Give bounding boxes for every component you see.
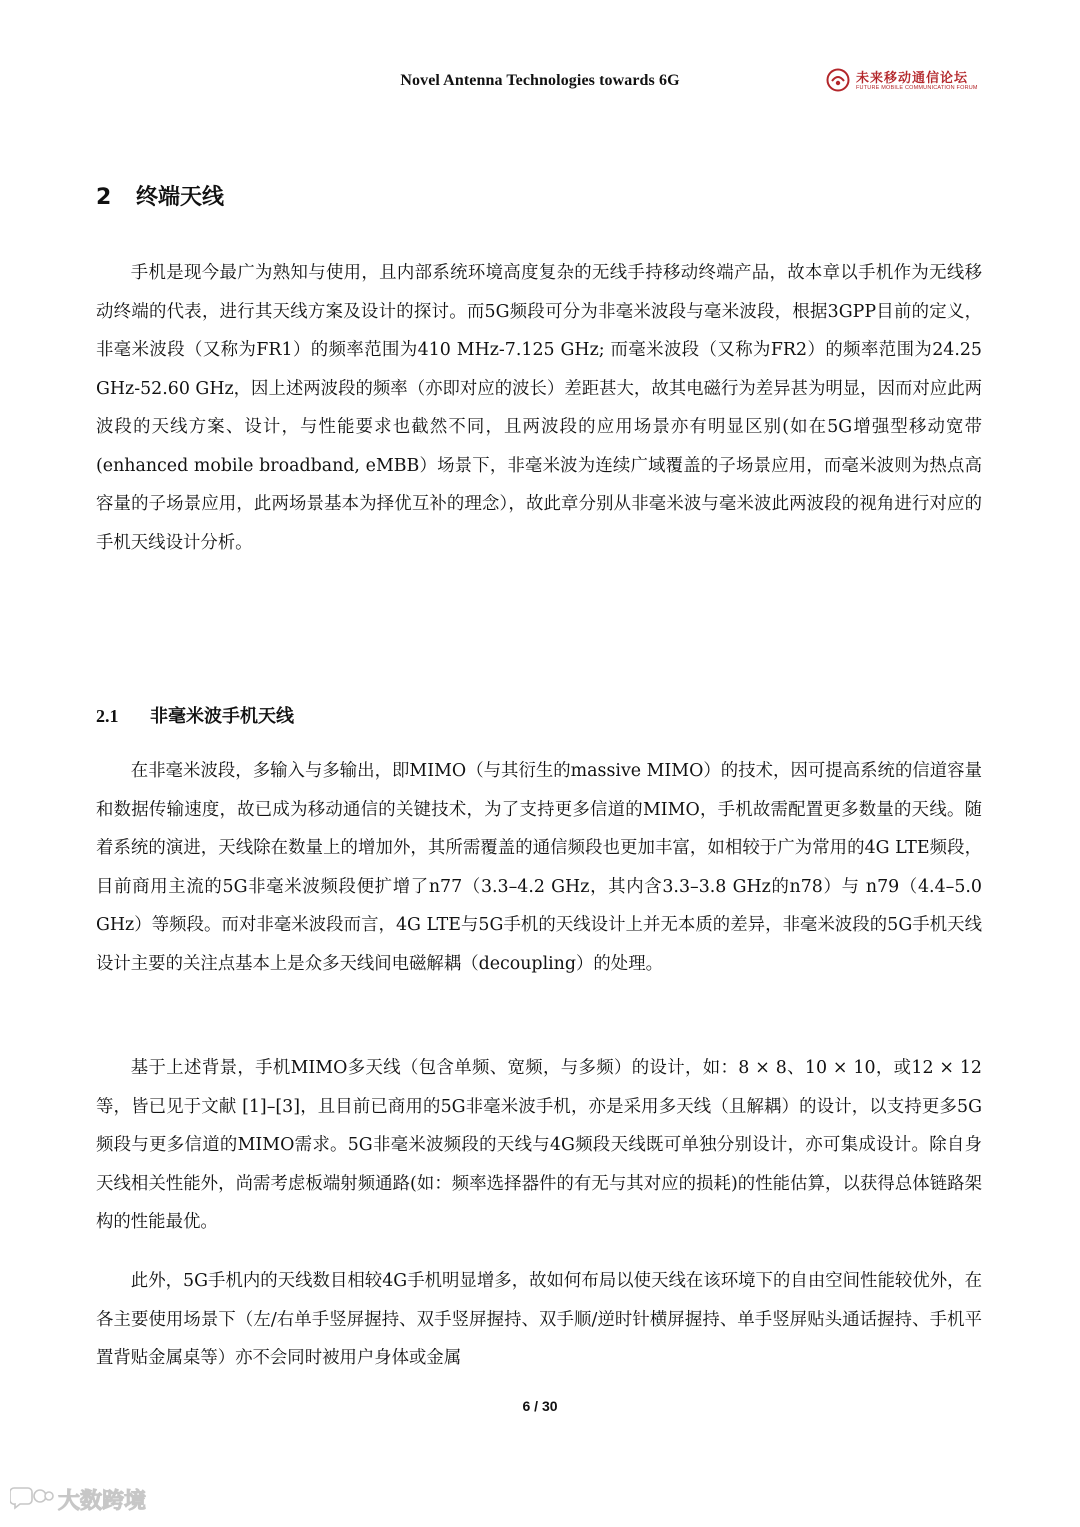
forum-logo-icon [826,68,850,92]
paragraph: 基于上述背景，手机MIMO多天线（包含单频、宽频，与多频）的设计，如：8 × 8、10 × 10，或12 × 12 等，皆已见于文献 [1]–[3]，且目前已商用的5G非毫米波手机，亦是采用多天线（且解耦）的设计，以支持更多5G频段与更多信道的MIMO需求。5G非毫米波频段的天线与4G频段天线既可单独分别设计，亦可集成设计。除自身天线相关性能外，尚需考虑板端射频通路(如：频率选择器件的有无与其对应的损耗)的性能估算，以获得总体链路架构的性能最优。 [96,1058,982,1232]
forum-logo [826,66,996,96]
speech-bubble-logo-icon [10,1484,54,1510]
section-number: 2 [96,185,112,210]
document-title: Novel Antenna Technologies towards 6G [400,72,680,89]
subsection-title: 非毫米波手机天线 [150,706,294,727]
paragraph: 此外，5G手机内的天线数目相较4G手机明显增多，故如何布局以使天线在该环境下的自由空间性能较优外，在各主要使用场景下（左/右单手竖屏握持、双手竖屏握持、双手顺/逆时针横屏握持、单手竖屏贴头通话握持、手机平置背贴金属桌等）亦不会同时被用户身体或金属 [96,1271,982,1368]
watermark [10,1478,160,1518]
watermark-text: 大数跨境 [58,1489,147,1514]
logo-text-cn: 未来移动通信论坛 [856,71,969,86]
page-header [0,66,1080,100]
page-number: 6 / 30 [522,1398,558,1414]
subsection-number: 2.1 [96,706,119,726]
paragraph: 在非毫米波段，多输入与多输出，即MIMO（与其衍生的massive MIMO）的技术，因可提高系统的信道容量和数据传输速度，故已成为移动通信的关键技术，为了支持更多信道的MIMO，手机故需配置更多数量的天线。随着系统的演进，天线除在数量上的增加外，其所需覆盖的通信频段也更加丰富，如相较于广为常用的4G LTE频段，目前商用主流的5G非毫米波频段便扩增了n77（3.3–4.2 GHz，其内含3.3–3.8 GHz的n78）与 n79（4.4–5.0 GHz）等频段。而对非毫米波段而言，4G LTE与5G手机的天线设计上并无本质的差异，非毫米波段的5G手机天线设计主要的关注点基本上是众多天线间电磁解耦（decoupling）的处理。 [96,761,982,974]
logo-text-en: FUTURE MOBILE COMMUNICATION FORUM [856,85,978,91]
paragraph: 手机是现今最广为熟知与使用，且内部系统环境高度复杂的无线手持移动终端产品，故本章以手机作为无线移动终端的代表，进行其天线方案及设计的探讨。而5G频段可分为非毫米波段与毫米波段，根据3GPP目前的定义，非毫米波段（又称为FR1）的频率范围为410 MHz-7.125 GHz; 而毫米波段（又称为FR2）的频率范围为24.25 GHz-52.60 GHz，因上述两波段的频率（亦即对应的波长）差距甚大，故其电磁行为差异甚为明显，因而对应此两波段的天线方案、设计，与性能要求也截然不同，且两波段的应用场景亦有明显区别(如在5G增强型移动宽带(enhanced mobile broadband, eMBB）场景下，非毫米波为连续广域覆盖的子场景应用，而毫米波则为热点高容量的子场景应用，此两场景基本为择优互补的理念），故此章分别从非毫米波与毫米波此两波段的视角进行对应的手机天线设计分析。 [96,263,982,553]
section-title: 终端天线 [136,185,225,210]
subsection-heading [96,702,294,728]
section-heading [96,180,224,211]
